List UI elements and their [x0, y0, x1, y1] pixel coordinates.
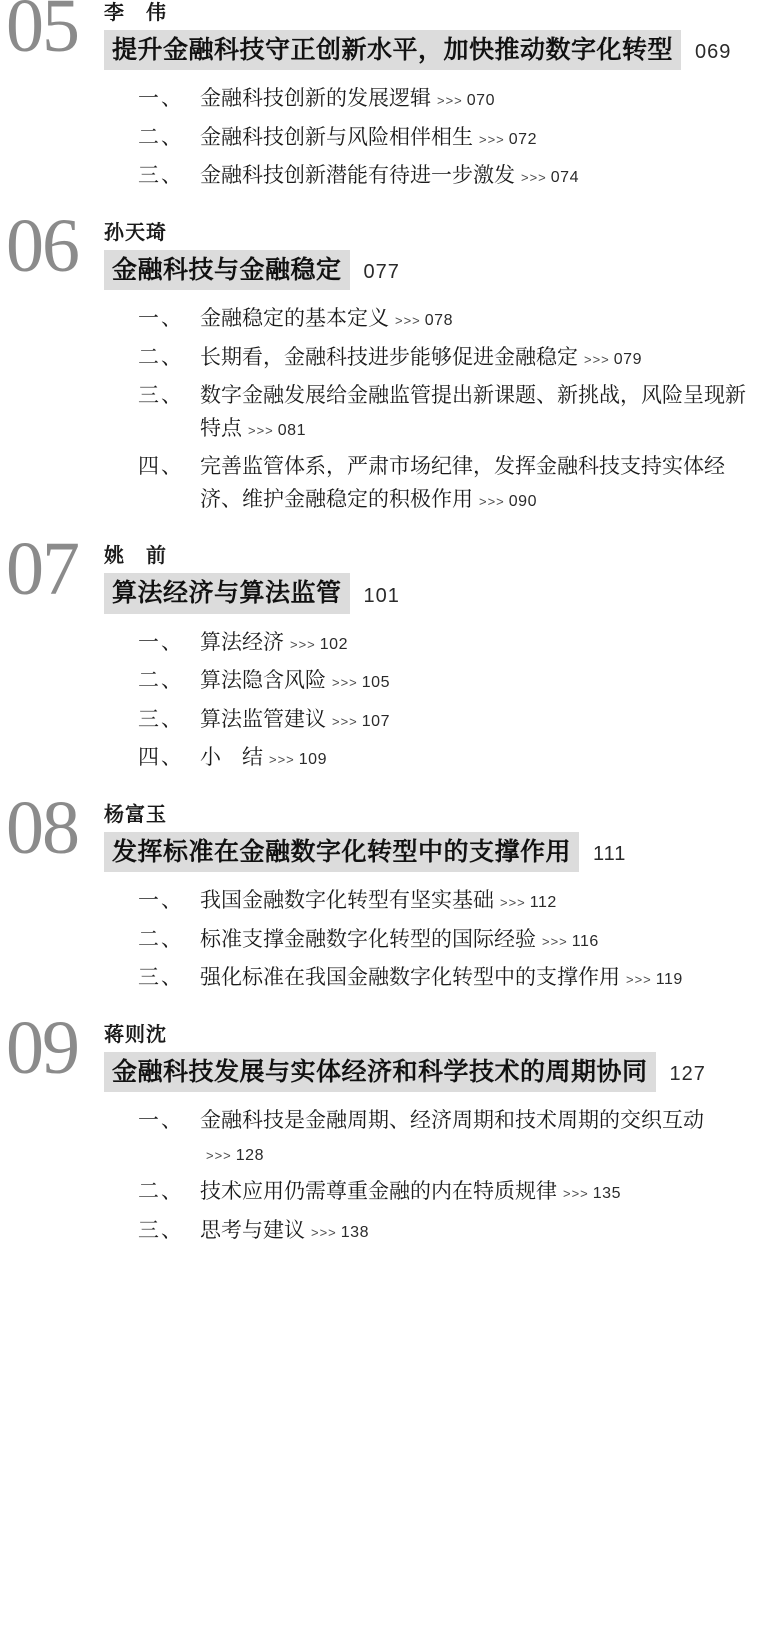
- section-item[interactable]: [138, 82, 758, 115]
- section-page: 138: [340, 1223, 369, 1241]
- section-page: 109: [298, 751, 327, 769]
- section-index: 三、: [138, 965, 184, 990]
- section-item[interactable]: [138, 1214, 758, 1247]
- section-dots: >>>: [500, 895, 526, 911]
- section-text: 小 结: [200, 745, 263, 770]
- entry-title[interactable]: 发挥标准在金融数字化转型中的支撑作用: [104, 832, 579, 872]
- entry-page-number: 069: [695, 41, 732, 64]
- section-page: 119: [655, 971, 683, 989]
- section-body: [200, 450, 758, 515]
- section-dots: >>>: [206, 1147, 232, 1163]
- section-item[interactable]: [138, 159, 758, 192]
- section-item[interactable]: [138, 379, 758, 444]
- section-page: 135: [592, 1185, 621, 1203]
- section-item[interactable]: [138, 961, 758, 994]
- section-page: 112: [529, 894, 557, 912]
- section-body: [200, 703, 758, 736]
- section-body: [200, 923, 758, 956]
- section-index: 三、: [138, 383, 184, 408]
- entry-author: 李 伟: [104, 0, 167, 24]
- section-body: [200, 341, 758, 374]
- entry-page-number: 101: [363, 584, 400, 607]
- toc-entry: [0, 0, 758, 192]
- section-item[interactable]: [138, 741, 758, 774]
- toc-entry: [0, 785, 758, 994]
- section-dots: >>>: [479, 493, 505, 509]
- section-text: 算法监管建议: [200, 706, 326, 731]
- section-body: [200, 302, 758, 335]
- entry-title[interactable]: 算法经济与算法监管: [104, 573, 350, 613]
- section-dots: >>>: [395, 313, 421, 329]
- section-dots: >>>: [437, 93, 463, 109]
- section-index: 三、: [138, 163, 184, 188]
- entry-title-row: [104, 30, 758, 70]
- toc-entry: [0, 527, 758, 773]
- section-index: 三、: [138, 706, 184, 731]
- section-text: 金融科技创新的发展逻辑: [200, 86, 431, 111]
- section-page: 116: [571, 932, 599, 950]
- section-dots: >>>: [563, 1186, 589, 1202]
- section-page: 102: [319, 635, 348, 653]
- section-body: [200, 1104, 758, 1169]
- entry-number: 08: [6, 785, 78, 870]
- section-index: 二、: [138, 668, 184, 693]
- section-body: [200, 379, 758, 444]
- section-index: 一、: [138, 888, 184, 913]
- section-index: 一、: [138, 306, 184, 331]
- entry-number: 07: [6, 527, 78, 612]
- section-index: 二、: [138, 1179, 184, 1204]
- section-item[interactable]: [138, 302, 758, 335]
- section-text: 金融科技是金融周期、经济周期和技术周期的交织互动: [200, 1108, 704, 1132]
- section-text: 完善监管体系，严肃市场纪律，发挥金融科技支持实体经济、维护金融稳定的积极作用: [200, 454, 725, 511]
- section-dots: >>>: [332, 713, 358, 729]
- section-item[interactable]: [138, 884, 758, 917]
- section-page: 081: [277, 421, 306, 439]
- toc-entry: [0, 203, 758, 516]
- section-body: [200, 1175, 758, 1208]
- section-item[interactable]: [138, 626, 758, 659]
- section-index: 二、: [138, 926, 184, 951]
- section-body: [200, 741, 758, 774]
- section-index: 二、: [138, 344, 184, 369]
- section-page: 074: [550, 169, 579, 187]
- section-dots: >>>: [332, 675, 358, 691]
- section-text: 算法经济: [200, 629, 284, 654]
- entry-title[interactable]: 金融科技与金融稳定: [104, 250, 350, 290]
- entry-author: 杨富玉: [104, 801, 167, 826]
- entry-sections: [138, 1104, 758, 1246]
- section-page: 090: [508, 492, 537, 510]
- section-text: 技术应用仍需尊重金融的内在特质规律: [200, 1179, 557, 1204]
- section-dots: >>>: [269, 752, 295, 768]
- section-page: 079: [613, 350, 642, 368]
- toc-entry: [0, 1005, 758, 1246]
- section-body: [200, 1214, 758, 1247]
- entry-sections: [138, 884, 758, 994]
- section-index: 一、: [138, 1108, 184, 1132]
- section-page: 128: [235, 1146, 264, 1164]
- section-text: 金融稳定的基本定义: [200, 306, 389, 331]
- entry-title[interactable]: 提升金融科技守正创新水平，加快推动数字化转型: [104, 30, 681, 70]
- section-text: 强化标准在我国金融数字化转型中的支撑作用: [200, 965, 620, 990]
- entry-number: 09: [6, 1005, 78, 1090]
- section-text: 思考与建议: [200, 1217, 305, 1242]
- section-item[interactable]: [138, 121, 758, 154]
- section-item[interactable]: [138, 1175, 758, 1208]
- section-page: 105: [361, 674, 390, 692]
- section-dots: >>>: [521, 170, 547, 186]
- entry-number: 05: [6, 0, 78, 68]
- section-item[interactable]: [138, 341, 758, 374]
- section-dots: >>>: [290, 636, 316, 652]
- entry-author: 蒋则沈: [104, 1021, 167, 1046]
- entry-page-number: 111: [593, 843, 627, 866]
- section-dots: >>>: [248, 422, 274, 438]
- section-dots: >>>: [542, 933, 568, 949]
- entry-page-number: 077: [363, 261, 400, 284]
- section-item[interactable]: [138, 450, 758, 515]
- section-dots: >>>: [584, 351, 610, 367]
- section-dots: >>>: [626, 972, 652, 988]
- entry-author: 姚 前: [104, 543, 167, 568]
- section-text: 长期看，金融科技进步能够促进金融稳定: [200, 344, 578, 369]
- section-text: 金融科技创新与风险相伴相生: [200, 124, 473, 149]
- section-page: 078: [424, 312, 453, 330]
- section-text: 我国金融数字化转型有坚实基础: [200, 888, 494, 913]
- section-body: [200, 82, 758, 115]
- entry-title-row: [104, 573, 758, 613]
- section-index: 二、: [138, 124, 184, 149]
- section-index: 一、: [138, 86, 184, 111]
- section-body: [200, 159, 758, 192]
- entry-author: 孙天琦: [104, 219, 167, 244]
- section-body: [200, 664, 758, 697]
- section-body: [200, 884, 758, 917]
- entry-title[interactable]: 金融科技发展与实体经济和科学技术的周期协同: [104, 1052, 656, 1092]
- section-item[interactable]: [138, 923, 758, 956]
- entry-sections: [138, 82, 758, 192]
- section-text: 标准支撑金融数字化转型的国际经验: [200, 926, 536, 951]
- section-text: 数字金融发展给金融监管提出新课题、新挑战，风险呈现新特点: [200, 383, 746, 440]
- entry-title-row: [104, 1052, 758, 1092]
- section-index: 四、: [138, 454, 184, 479]
- entry-page-number: 127: [669, 1063, 706, 1085]
- section-body: [200, 961, 758, 994]
- section-index: 一、: [138, 629, 184, 654]
- section-item[interactable]: [138, 664, 758, 697]
- entry-title-row: [104, 250, 758, 290]
- section-page: 107: [361, 712, 390, 730]
- section-item[interactable]: [138, 703, 758, 736]
- entry-sections: [138, 626, 758, 774]
- entry-sections: [138, 302, 758, 515]
- section-item[interactable]: [138, 1104, 758, 1169]
- entry-number: 06: [6, 203, 78, 288]
- section-text: 金融科技创新潜能有待进一步激发: [200, 163, 515, 188]
- section-page: 072: [508, 130, 537, 148]
- section-body: [200, 121, 758, 154]
- section-page: 070: [466, 92, 495, 110]
- section-index: 四、: [138, 745, 184, 770]
- section-dots: >>>: [311, 1224, 337, 1240]
- section-text: 算法隐含风险: [200, 668, 326, 693]
- section-dots: >>>: [479, 131, 505, 147]
- section-body: [200, 626, 758, 659]
- entry-title-row: [104, 832, 758, 872]
- section-index: 三、: [138, 1217, 184, 1242]
